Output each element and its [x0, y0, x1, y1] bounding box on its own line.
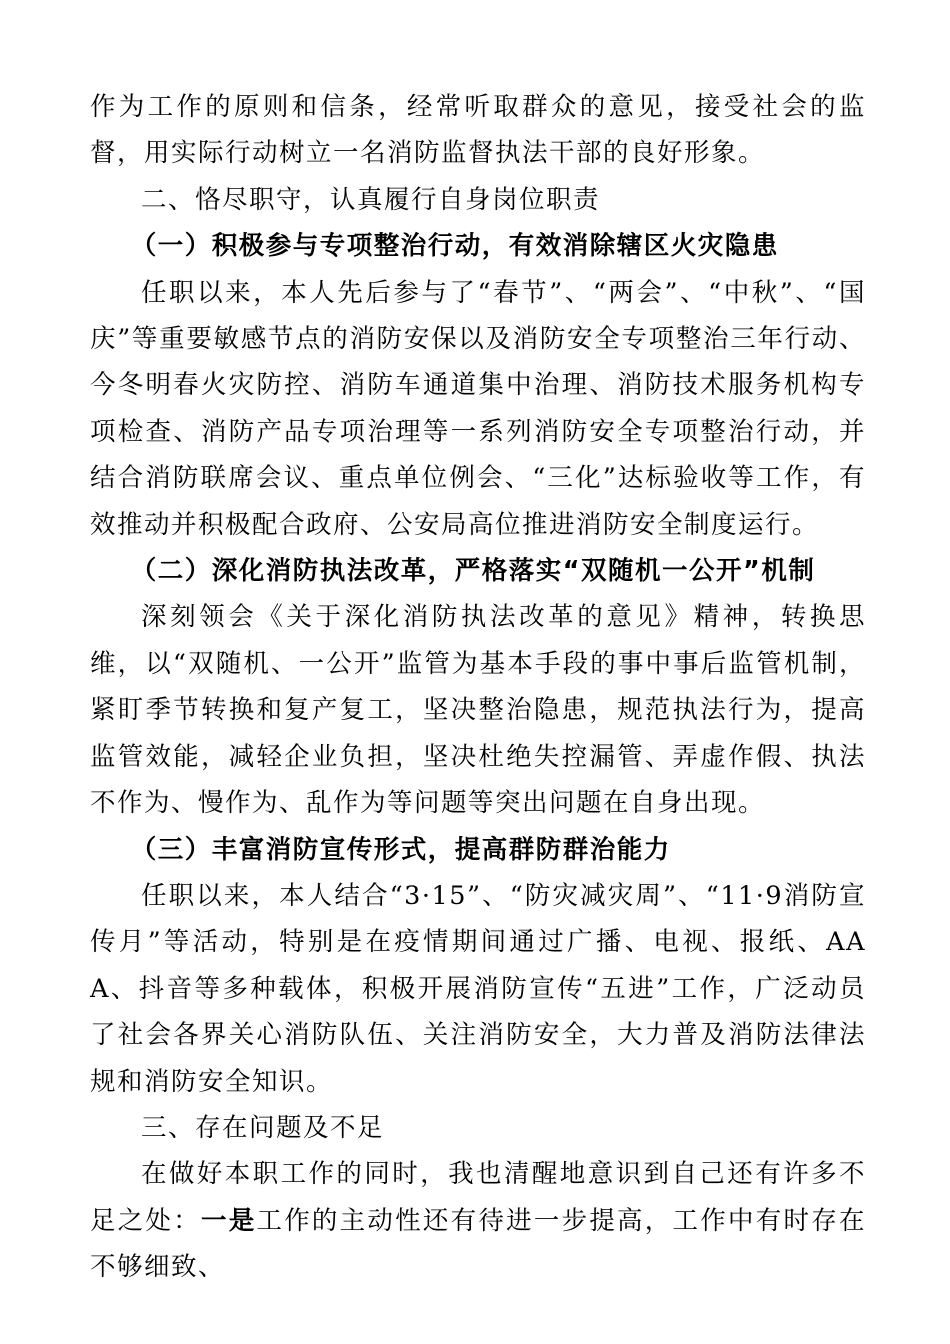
subsection-body-1: 任职以来，本人先后参与了“春节”、“两会”、“中秋”、“国庆”等重要敏感节点的消防安保以及消防安全专项整治三年行动、今冬明春火灾防控、消防车通道集中治理、消防技术服务机构专项检查、消防产品专项治理等一系列消防安全专项整治行动，并结合消防联席会议、重点单位例会、“三化”达标验收等工作，有效推动并积极配合政府、公安局高位推进消防安全制度运行。 [90, 277, 866, 540]
section-body-3-bold: 一是 [200, 1205, 257, 1236]
subsection-heading-2: （二）深化消防执法改革，严格落实“双随机一公开”机制 [130, 556, 816, 587]
subsection-heading-1: （一）积极参与专项整治行动，有效消除辖区火灾隐患 [130, 231, 779, 262]
subsection-body-3: 任职以来，本人结合“3·15”、“防灾减灾周”、“11·9消防宣传月”等活动，特别是在疫情期间通过广播、电视、报纸、AAA、抖音等多种载体，积极开展消防宣传“五进”工作，广泛动员了社会各界关心消防队伍、关注消防安全，大力普及消防法律法规和消防安全知识。 [90, 880, 866, 1097]
section-body-3 [90, 1151, 866, 1290]
document-page [90, 84, 866, 1291]
subsection-body-2: 深刻领会《关于深化消防执法改革的意见》精神，转换思维，以“双随机、一公开”监管为基本手段的事中事后监管机制，紧盯季节转换和复产复工，坚决整治隐患，规范执法行为，提高监管效能，减轻企业负担，坚决杜绝失控漏管、弄虚作假、执法不作为、慢作为、乱作为等问题等突出问题在自身出现。 [90, 602, 866, 819]
paragraph-continuation: 作为工作的原则和信条，经常听取群众的意见，接受社会的监督，用实际行动树立一名消防监督执法干部的良好形象。 [90, 92, 866, 169]
subsection-heading-3: （三）丰富消防宣传形式，提高群防群治能力 [130, 834, 671, 865]
section-heading-3: 三、存在问题及不足 [141, 1112, 385, 1143]
section-body-3-end: 工作的主动性还有待进一步提高，工作中有时存在不够细致、 [90, 1205, 866, 1283]
section-heading-2: 二、恪尽职守，认真履行自身岗位职责 [141, 184, 601, 215]
section-body-3-start: 在做好本职工作的同时，我也清醒地意识到自己还有许多不足之处： [90, 1159, 866, 1236]
